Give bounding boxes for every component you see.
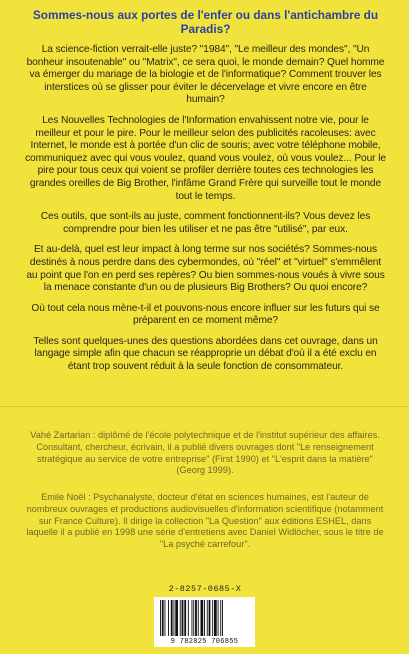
blurb-paragraph-4: Et au-delà, quel est leur impact à long terme sur nos sociétés? Sommes-nous destinés à nous perdre dans des cybermondes, où "réel" et "virtuel" s'emmêlent au point que l'on en perd ses repères? Ou bien sommes-nous voués à vivre sous la menace constante d'un ou de plusieurs Big Brothers? Ou quoi encore? <box>26 244 385 294</box>
author-bio-noel: Emile Noël : Psychanalyste, docteur d'état en sciences humaines, est l'auteur de nombreux ouvrages et productions audiovisuelles d'information scientifique (notamment sur France Culture). Il dirige la collection "La Question" aux éditions ESHEL, dans laquelle il a publié en 1998 une série d'entretiens avec Daniel Widlöcher, sous le titre de "La psyché carrefour". <box>26 492 384 550</box>
barcode-digits: 9 782825 706855 <box>170 638 239 646</box>
blurb-paragraph-5: Où tout cela nous mène-t-il et pouvons-nous encore influer sur les futurs qui se préparent en ce moment même? <box>31 302 380 327</box>
blurb <box>24 44 387 382</box>
cover-title: Sommes-nous aux portes de l'enfer ou dans l'antichambre du Paradis? <box>32 8 379 36</box>
blurb-paragraph-2: Les Nouvelles Technologies de l'Information envahissent notre vie, pour le meilleur et pour le pire. Pour le meilleur selon des publicités racoleuses: avec Internet, le monde est à portée d'un clic de souris; avec votre téléphone mobile, communiquez avec qui vous voulez, quand vous voulez, où vous voulez... Pour le pire pour tous ceux qui voient se profiler derrière toutes ces technologies les grandes oreilles de Big Brother, l'infâme Grand Frère qui surveille tout le monde tout le temps. <box>25 114 386 202</box>
blurb-paragraph-1: La science-fiction verrait-elle juste? "1984", "Le meilleur des mondes", "Un bonheur insoutenable" ou "Matrix", ce sera quoi, le monde demain? Quel homme va émerger du mariage de la biologie et de l'informatique? Comment trouver les interstices où se glisser pour éviter le décervelage et vivre encore en être humain? <box>26 44 385 106</box>
barcode <box>154 597 255 647</box>
blurb-paragraph-6: Telles sont quelques-unes des questions abordées dans cet ouvrage, dans un langage simple afin que chacun se réapproprie un débat d'où il a été exclu en étant trop souvent réduit à la seule fonction de consommateur. <box>33 335 378 373</box>
author-bio-zartarian: Vahé Zartarian : diplômé de l'école polytechnique et de l'institut supérieur des affaires. Consultant, chercheur, écrivain, il a publié divers ouvrages dont "Le renseignement stratégique au service de votre entreprise" (First 1990) et "L'esprit dans la matière" (Georg 1999). <box>30 430 380 476</box>
isbn-number: 2-8257-0685-X <box>168 584 242 594</box>
barcode-bars <box>154 597 255 637</box>
section-divider <box>0 406 409 407</box>
blurb-paragraph-3: Ces outils, que sont-ils au juste, comment fonctionnent-ils? Vous devez les comprendre pour bien les utiliser et ne pas être "utilisé", par eux. <box>40 211 371 235</box>
